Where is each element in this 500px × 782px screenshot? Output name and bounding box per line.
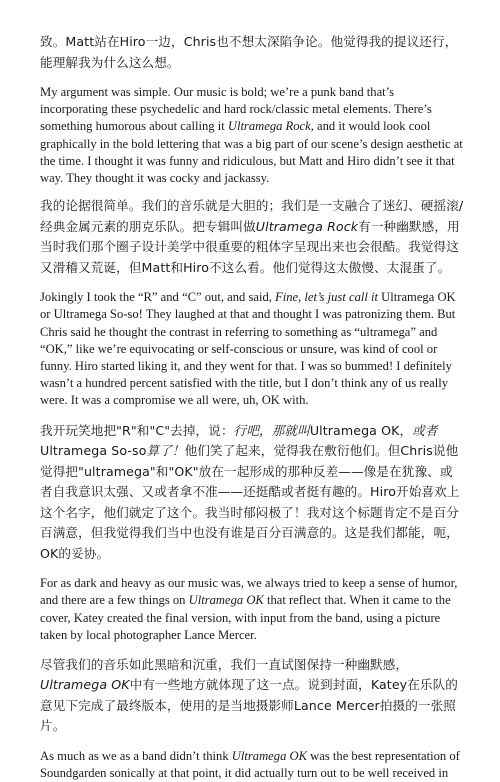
p6-seg-2: that reflect that. When it came to the cover, Katey created the final version, with input from the band, using a picture taken by local photographer Lance Mercer. xyxy=(40,593,451,642)
p5-seg-2: Ultramega OK， xyxy=(309,422,413,438)
p1-seg-0: 致。Matt站在Hiro一边，Chris也不想太深陷争论。他觉得我的提议还行，能理解我为什么这么想。 xyxy=(40,34,458,70)
p5-seg-1-italic: 行吧，那就叫 xyxy=(233,422,310,438)
p8-seg-1-italic: Ultramega OK xyxy=(231,748,308,763)
p5-seg-0: 我开玩笑地把"R"和"C"去掉，说： xyxy=(40,422,234,438)
p3-seg-0: 我的论据很简单。我们的音乐就是大胆的；我们是一支融合了迷幻、硬摇滚/经典金属元素的朋克乐队。把专辑叫做 xyxy=(40,198,464,234)
p2-seg-0: My argument was simple. Our music is bold; we’re a punk band that’s incorporating these psychedelic and hard rock/classic metal elements. There’s something humorous about calling it xyxy=(40,85,432,134)
p2-seg-1-italic: Ultramega Rock, xyxy=(227,119,314,134)
p3-seg-2: 有一种幽默感，用当时我们那个圈子设计美学中很重要的粗体字呈现出来也会很酷。我觉得这又滑稽又荒诞，但Matt和Hiro不这么看。他们觉得这太傲慢、太混蛋了。 xyxy=(40,218,460,275)
paragraph-7-zh xyxy=(40,655,464,737)
paragraph-5-zh xyxy=(40,421,464,565)
p7-seg-0: 尽管我们的音乐如此黑暗和沉重，我们一直试图保持一种幽默感， xyxy=(40,656,409,672)
p8-seg-2: was the best representation of Soundgarden sonically at that point, it did actually turn out to be well received in xyxy=(40,748,460,781)
paragraph-3-zh xyxy=(40,196,464,278)
p4-seg-1-italic: Fine, let’s just call it xyxy=(275,290,379,305)
paragraph-1-zh xyxy=(40,32,464,73)
p5-seg-5-italic: 算了！ xyxy=(146,443,185,459)
p7-seg-1-italic: Ultramega OK xyxy=(40,677,130,693)
p4-seg-2: Ultramega OK or Ultramega So-so! They laughed at that and thought I was patronizing them. But Chris said he thought the contrast in referring to something as “ultramega” and “OK,” like we’re equivocating or self-conscious or unsure, was kind of cool or funny. Hiro started liking it, and they went for that. I was so bummed! I definitely wasn’t a hundred percent satisfied with the title, but I don’t think any of us really were. It was a compromise we all were, uh, OK with. xyxy=(40,290,456,408)
p2-seg-2: and it would look cool graphically in the bold lettering that was a big part of our scene’s design aesthetic at the time. I thought it was funny and ridiculous, but Matt and Hiro didn’t see it that way. They thought it was cocky and jackassy. xyxy=(40,119,463,186)
document-page xyxy=(40,32,464,782)
paragraph-6-en xyxy=(40,575,464,644)
p6-seg-1-italic: Ultramega OK xyxy=(188,593,264,608)
p3-seg-1-italic: Ultramega Rock xyxy=(255,218,359,234)
p5-seg-4: Ultramega So-so xyxy=(40,443,147,459)
p6-seg-0: For as dark and heavy as our music was, we always tried to keep a sense of humor, and there are a few things on xyxy=(40,576,458,608)
p5-seg-3-italic: 或者 xyxy=(412,422,438,438)
paragraph-2-en xyxy=(40,84,464,187)
paragraph-8-en xyxy=(40,748,464,782)
p8-seg-0: As much as we as a band didn’t think xyxy=(40,748,232,763)
paragraph-4-en xyxy=(40,289,464,409)
p4-seg-0: Jokingly I took the “R” and “C” out, and said, xyxy=(40,290,276,305)
p5-seg-6: 他们笑了起来，觉得我在敷衍他们。但Chris说他觉得把"ultramega"和"OK"放在一起形成的那种反差——像是在犹豫、或者自我意识太强、又或者拿不准——还挺酷或者挺有趣的。Hiro开始喜欢上这个名字，他们就定了这个。我当时郁闷极了！我对这个标题肯定不是百分百满意，但我觉得我们当中也没有谁是百分百满意的。这是我们都能，呃，OK的妥协。 xyxy=(40,443,460,561)
p7-seg-2: 中有一些地方就体现了这一点。说到封面，Katey在乐队的意见下完成了最终版本，使用的是当地摄影师Lance Mercer拍摄的一张照片。 xyxy=(40,677,459,734)
